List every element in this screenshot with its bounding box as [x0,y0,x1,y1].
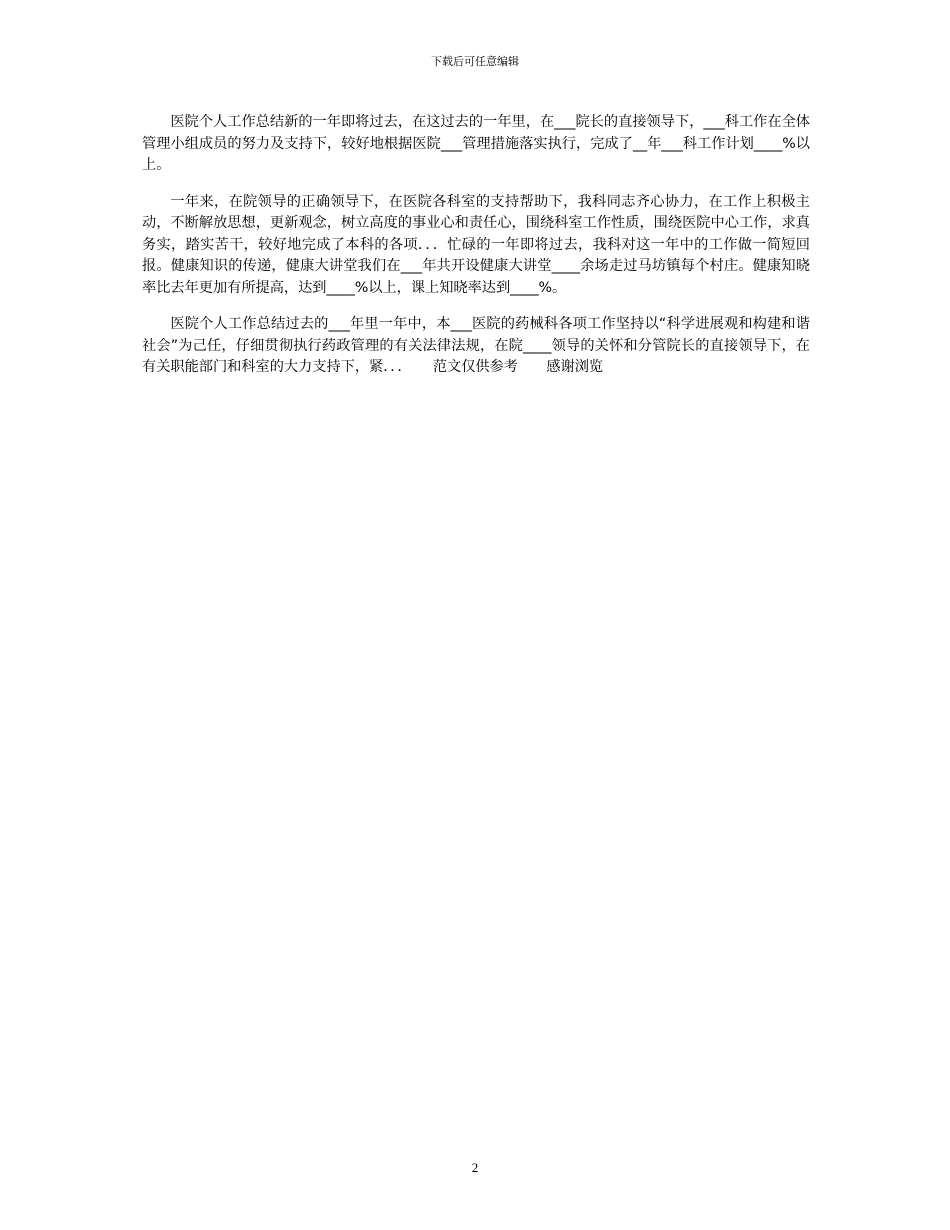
paragraph-1: 医院个人工作总结新的一年即将过去，在这过去的一年里，在___院长的直接领导下，___科工作在全体管理小组成员的努力及支持下，较好地根据医院___管理措施落实执行，完成了__年___科工作计划____%以上。 [142,114,810,173]
paragraph-3: 医院个人工作总结过去的___年里一年中，本___医院的药械科各项工作坚持以“科学进展观和构建和谐社会”为己任，仔细贯彻执行药政管理的有关法律法规，在院____领导的关怀和分管院长的直接领导下，在有关职能部门和科室的大力支持下，紧．．． 范文仅供参考 感谢浏览 [142,316,810,375]
paragraph-2: 一年来，在院领导的正确领导下，在医院各科室的支持帮助下，我科同志齐心协力，在工作上积极主动，不断解放思想，更新观念，树立高度的事业心和责任心，围绕科室工作性质，围绕医院中心工作，求真务实，踏实苦干，较好地完成了本科的各项．．．忙碌的一年即将过去，我科对这一年中的工作做一简短回报。健康知识的传递，健康大讲堂我们在___年共开设健康大讲堂____余场走过马坊镇每个村庄。健康知晓率比去年更加有所提高，达到____%以上，课上知晓率达到____%。 [142,193,810,296]
document-body [142,112,810,394]
page-number: 2 [471,1160,479,1175]
page-header: 下载后可任意编辑 [431,55,519,68]
